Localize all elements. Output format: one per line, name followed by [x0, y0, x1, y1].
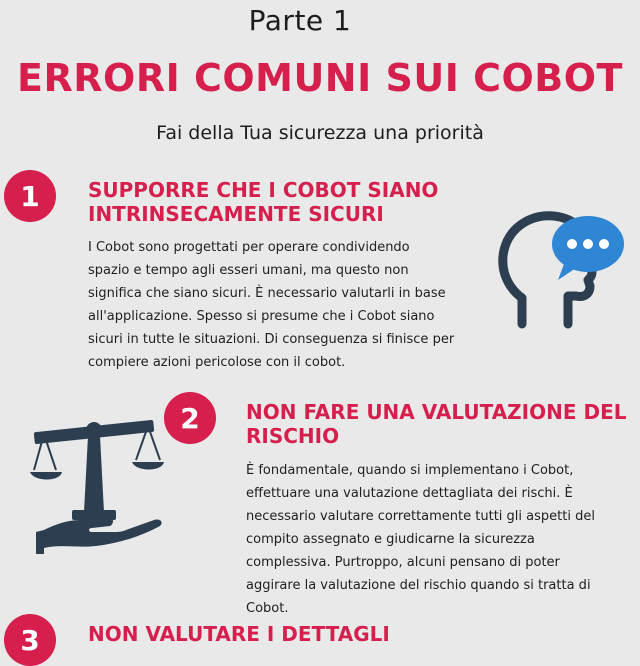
section-1-title: [88, 178, 488, 226]
section-2-number: 2: [180, 401, 200, 435]
section-2-number-badge: [164, 392, 216, 444]
section-2-title-line-1: NON FARE UNA VALUTAZIONE DEL: [246, 400, 627, 424]
section-1-title-line-2: INTRINSECAMENTE SICURI: [88, 202, 384, 226]
section-2-body: È fondamentale, quando si implementano i Cobot, effettuare una valutazione dettagliata dei rischi. È necessario valutare correttamente tutti gli aspetti del compito assegnato e giudicarne la sicurezza complessiva. Purtroppo, alcuni pensano di poter aggirare la valutazione del rischio quando si tratta di Cobot.: [246, 463, 595, 616]
page-subtitle: Fai della Tua sicurezza una priorità: [156, 122, 484, 144]
section-2-title: [246, 400, 640, 448]
section-1-title-line-1: SUPPORRE CHE I COBOT SIANO: [88, 178, 439, 202]
section-2-title-line-2: RISCHIO: [246, 424, 340, 448]
section-1-number: 1: [20, 179, 40, 213]
head-speech-bubble-icon: [492, 206, 632, 336]
section-3-title-line-1: NON VALUTARE I DETTAGLI: [88, 622, 390, 646]
section-1-number-badge: [4, 170, 56, 222]
section-3-number: 3: [20, 623, 40, 657]
scale-on-hand-icon: [30, 414, 170, 564]
page-title: ERRORI COMUNI SUI COBOT: [17, 56, 623, 100]
section-3-number-badge: [4, 614, 56, 666]
part-label: Parte 1: [248, 4, 352, 37]
section-3-title: [88, 622, 488, 646]
section-1-body: I Cobot sono progettati per operare condividendo spazio e tempo agli esseri umani, ma questo non significa che siano sicuri. È necessario valutarli in base all'applicazione. Spesso si presume che i Cobot siano sicuri in tutte le situazioni. Di conseguenza si finisce per compiere azioni pericolose con il cobot.: [88, 240, 455, 370]
